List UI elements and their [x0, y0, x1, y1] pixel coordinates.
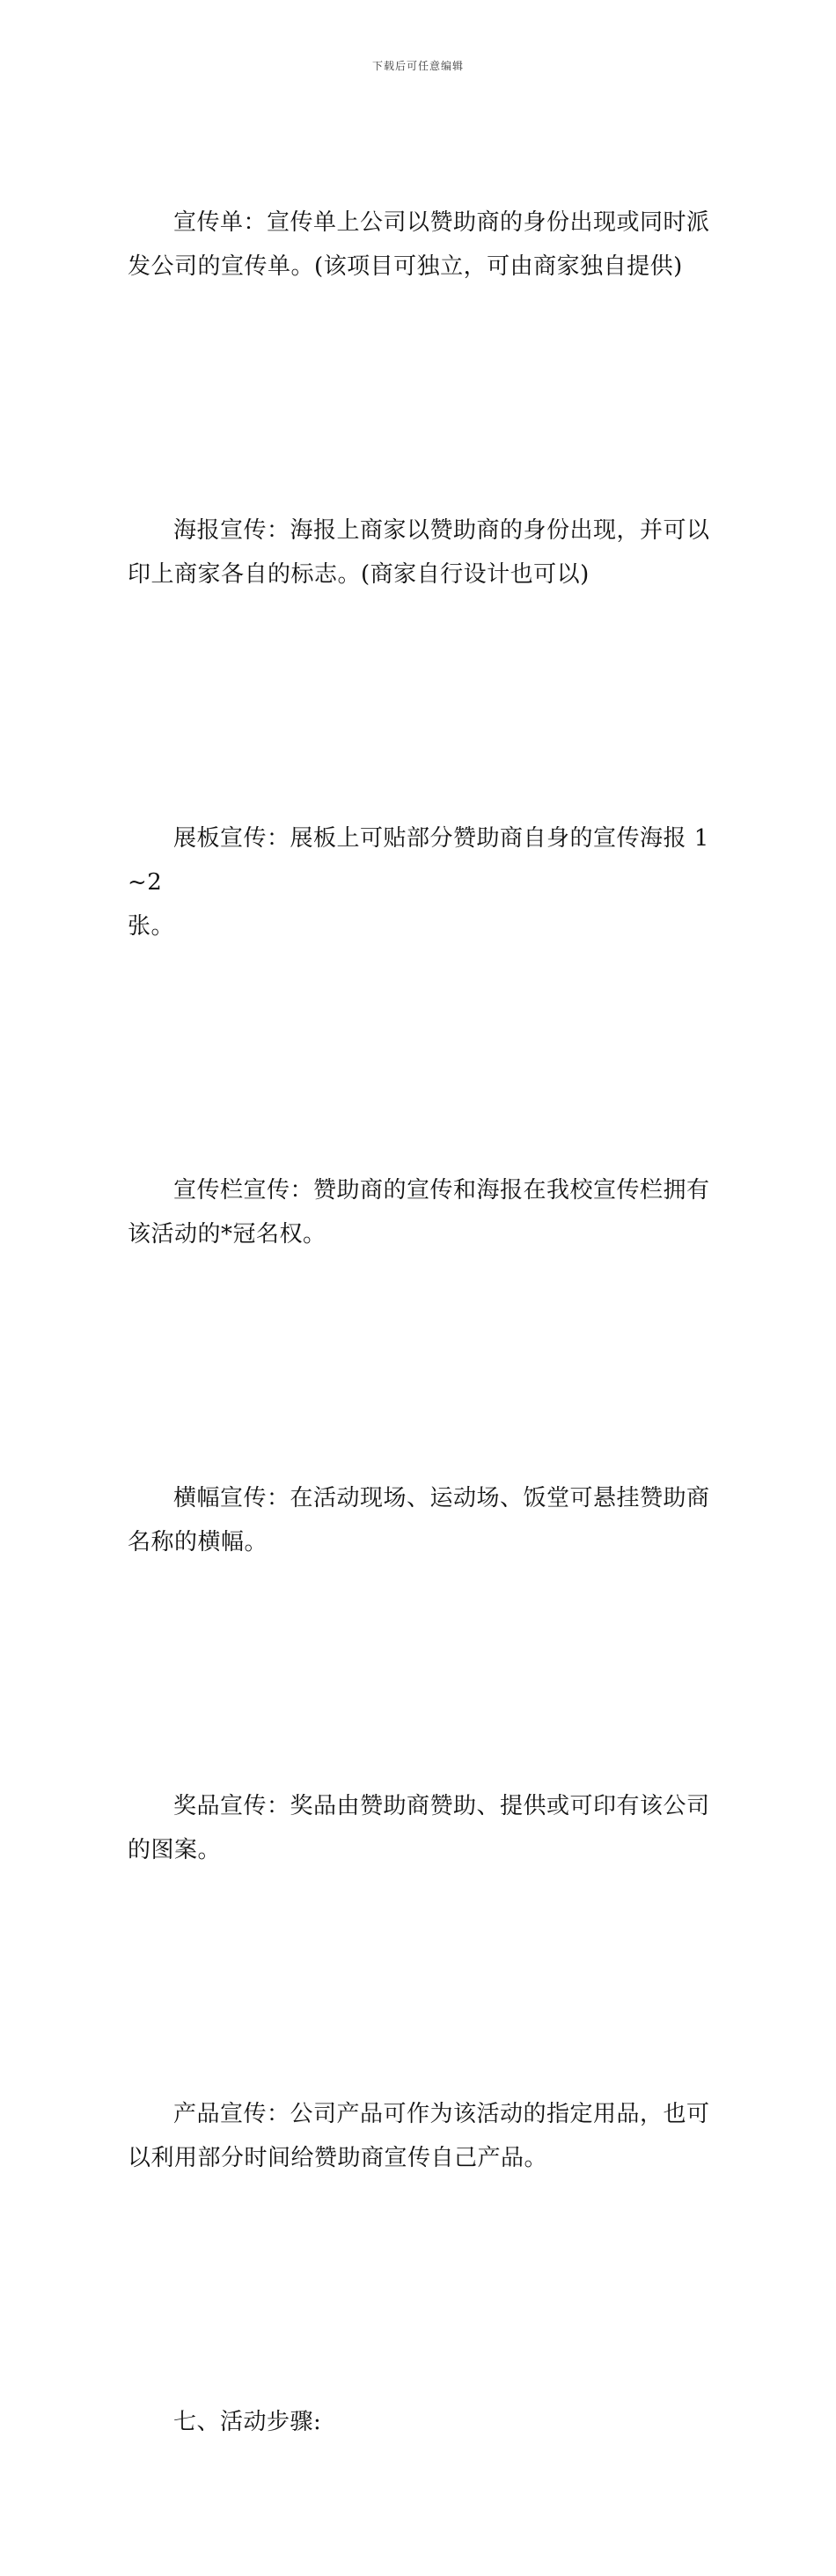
paragraph-line: 奖品宣传：奖品由赞助商赞助、提供或可印有该公司: [173, 1793, 710, 1819]
page-header: 下载后可任意编辑: [371, 60, 464, 72]
paragraph-line: 印上商家各自的标志。(商家自行设计也可以): [128, 561, 590, 588]
paragraph-flyer: [128, 113, 713, 377]
paragraph-line: 该活动的*冠名权。: [128, 1221, 326, 1248]
paragraph-line: 发公司的宣传单。(该项目可独立，可由商家独自提供): [128, 253, 683, 280]
section-heading-activity-steps: [128, 2312, 713, 2532]
paragraph-line: 横幅宣传：在活动现场、运动场、饭堂可悬挂赞助商: [173, 1485, 710, 1511]
paragraph-line: 宣传栏宣传：赞助商的宣传和海报在我校宣传栏拥有: [173, 1177, 710, 1204]
paragraph-product: [128, 2004, 713, 2268]
paragraph-line: 张。: [128, 913, 175, 940]
paragraph-line: 七、活动步骤:: [173, 2409, 322, 2435]
paragraph-line: 海报宣传：海报上商家以赞助商的身份出现，并可以: [173, 517, 710, 544]
paragraph-display-board: [128, 728, 713, 1036]
paragraph-banner: [128, 1388, 713, 1652]
paragraph-line: 宣传单：宣传单上公司以赞助商的身份出现或同时派: [173, 209, 710, 236]
document-body: [128, 113, 713, 2576]
paragraph-bulletin-board: [128, 1080, 713, 1344]
paragraph-line: 以利用部分时间给赞助商宣传自己产品。: [128, 2145, 548, 2171]
paragraph-line: 名称的横幅。: [128, 1529, 268, 1555]
paragraph-line: 的图案。: [128, 1837, 222, 1863]
paragraph-line: 展板宣传：展板上可贴部分赞助商自身的宣传海报 1~2: [128, 825, 709, 896]
paragraph-poster: [128, 421, 713, 684]
paragraph-prize: [128, 1696, 713, 1960]
paragraph-line: 产品宣传：公司产品可作为该活动的指定用品，也可: [173, 2101, 710, 2127]
